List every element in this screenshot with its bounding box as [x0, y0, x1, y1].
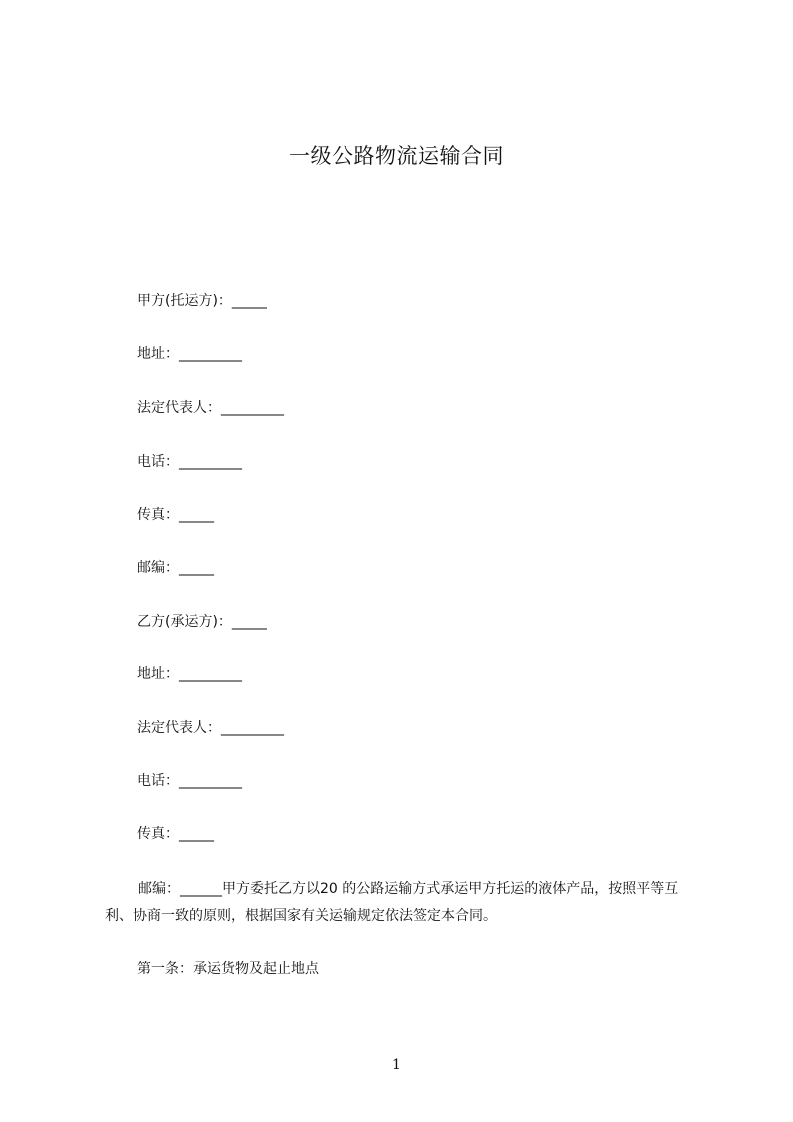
party-b-legal-rep-field: 法定代表人：_________ — [137, 720, 284, 736]
clause-1-heading: 第一条：承运货物及起止地点 — [137, 961, 319, 977]
party-b-name-field: 乙方(承运方)：_____ — [137, 614, 267, 630]
party-a-postcode-field: 邮编：_____ — [137, 560, 214, 576]
page-number: 1 — [392, 1057, 401, 1073]
party-a-phone-field: 电话：_________ — [137, 454, 242, 470]
party-a-address-field: 地址：_________ — [137, 346, 242, 362]
party-a-fax-field: 传真：_____ — [137, 507, 214, 523]
contract-intro-paragraph: 邮编：______甲方委托乙方以20 的公路运输方式承运甲方托运的液体产品，按照平等互利、协商一致的原则，根据国家有关运输规定依法签定本合同。 — [105, 881, 679, 924]
party-b-phone-field: 电话：_________ — [137, 773, 242, 789]
document-title: 一级公路物流运输合同 — [289, 144, 504, 168]
party-b-fax-field: 传真：_____ — [137, 826, 214, 842]
party-a-legal-rep-field: 法定代表人：_________ — [137, 400, 284, 416]
party-a-name-field: 甲方(托运方)：_____ — [137, 293, 267, 309]
party-b-address-field: 地址：_________ — [137, 666, 242, 682]
